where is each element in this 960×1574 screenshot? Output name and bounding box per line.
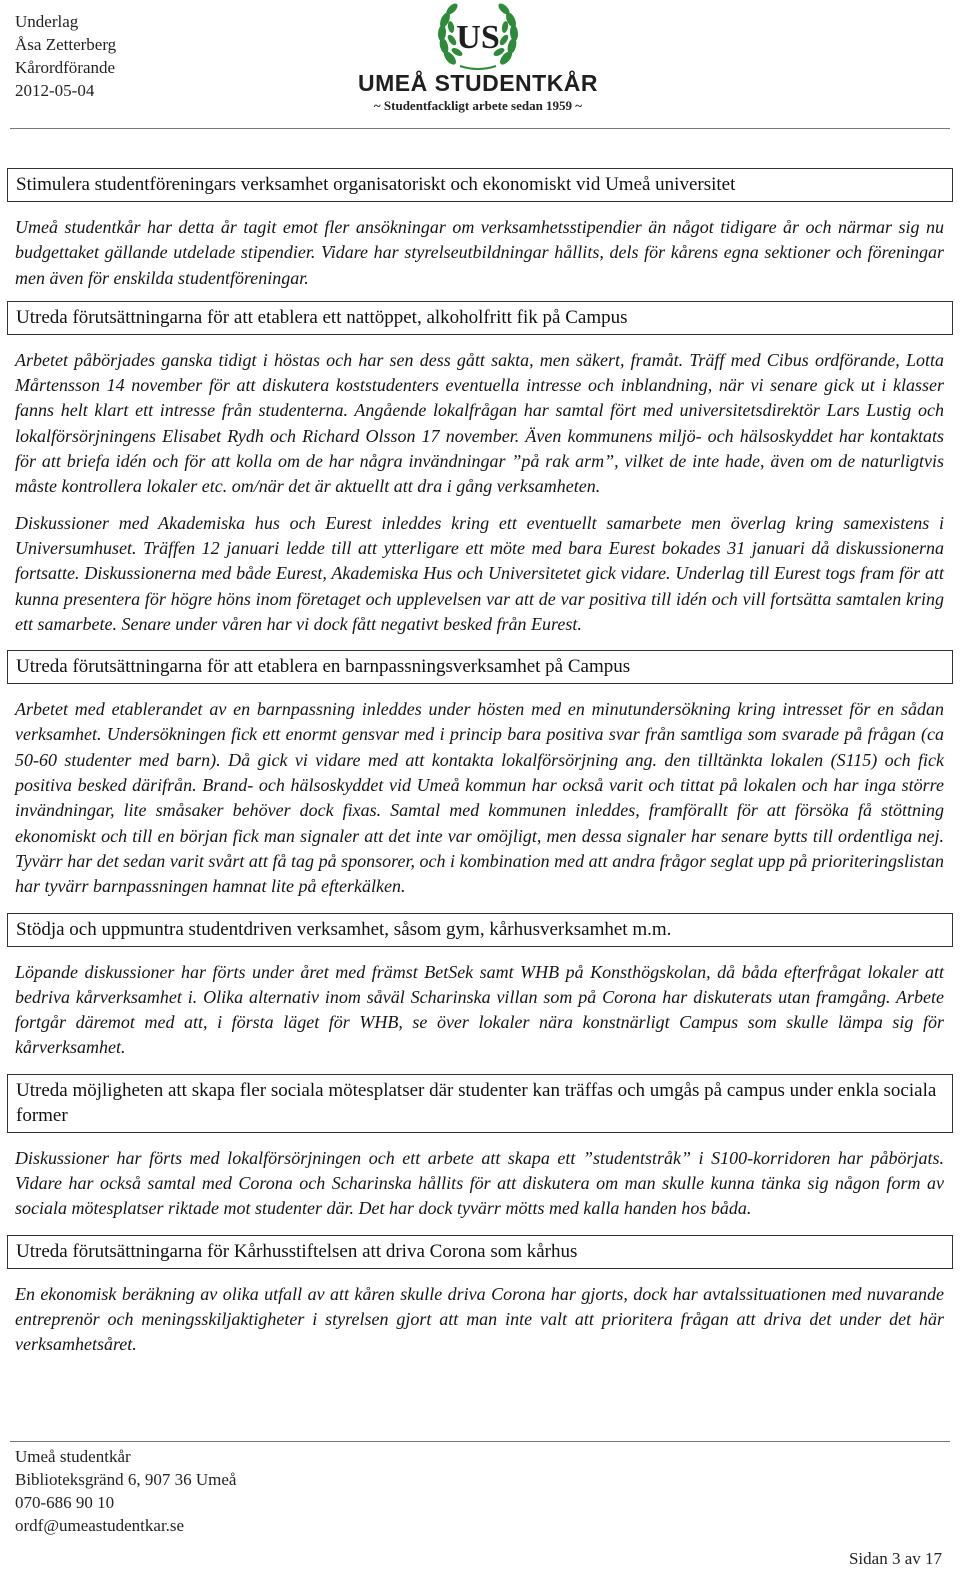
section-paragraph: Löpande diskussioner har förts under året med främst BetSek samt WHB på Konsthögskolan, då båda efterfrågat lokaler att bedriva kårverksamhet i. Olika alternativ inom såväl Scharinska villan som på Corona har diskuterats utan framgång. Arbete fortgår däremot med att, i första läget för WHB, se över lokaler nära konstnärligt Campus som skulle lämpa sig för kårverksamhet. bbox=[15, 961, 944, 1058]
section-paragraph: Umeå studentkår har detta år tagit emot fler ansökningar om verksamhetsstipendier än något tidigare år och närmar sig nu budgettaket gällande utdelade stipendier. Vidare har styrelseutbildningar hållits, dels för kårens egna sektioner och föreningar men även för enskilda studentföreningar. bbox=[15, 217, 944, 288]
footer-contact bbox=[15, 1445, 236, 1537]
section-heading: Stödja och uppmuntra studentdriven verksamhet, såsom gym, kårhusverksamhet m.m. bbox=[7, 913, 953, 947]
logo-title: UMEÅ STUDENTKÅR bbox=[357, 70, 599, 96]
section-heading: Stimulera studentföreningars verksamhet organisatoriskt och ekonomiskt vid Umeå universitet bbox=[7, 168, 953, 202]
footer-phone: 070-686 90 10 bbox=[15, 1493, 115, 1512]
section bbox=[7, 301, 953, 637]
document-meta bbox=[15, 10, 116, 102]
author-role: Kårordförande bbox=[15, 58, 116, 77]
section-paragraph: Arbetet med etablerandet av en barnpassning inleddes under hösten med en minutundersökning kring intresset för en sådan verksamhet. Undersökningen fick ett enormt gensvar med i princip bara positiva svar från samtliga som svarade på frågan (ca 50-60 studenter med barn). Då gick vi vidare med att kontakta lokalförsörjning ang. den tilltänkta lokalen (S115) och fick positiva besked därifrån. Brand- och hälsoskyddet vid Umeå kommun har också varit och tittat på lokalen och har inga större invändningar, lite småsaker behöver dock fixas. Samtal med kommunen inleddes, framförallt för att försöka få stöttning ekonomiskt och till en början fick man signaler att det inte var omöjligt, men dessa signaler har senare bytts till ordentliga nej. Tyvärr har det sedan varit svårt att få tag på sponsorer, och i kombination med att andra frågor seglat upp på prioriteringslistan har tyvärr barnpassningen hamnat lite på efterkälken. bbox=[15, 699, 944, 897]
footer-address: Biblioteksgränd 6, 907 36 Umeå bbox=[15, 1470, 237, 1489]
footer-divider bbox=[10, 1441, 950, 1442]
section bbox=[7, 913, 953, 1061]
section bbox=[7, 1074, 953, 1222]
section bbox=[7, 168, 953, 291]
section-heading: Utreda förutsättningarna för att etablera en barnpassningsverksamhet på Campus bbox=[7, 650, 953, 684]
section-heading: Utreda förutsättningarna för att etablera ett nattöppet, alkoholfritt fik på Campus bbox=[7, 301, 953, 335]
footer-org: Umeå studentkår bbox=[15, 1447, 131, 1466]
section-paragraph: Diskussioner har förts med lokalförsörjningen och ett arbete att skapa ett ”studentstråk” i S100-korridoren har påbörjats. Vidare har också samtal med Corona och Scharinska hållits för att diskutera om man skulle kunna tänka sig någon form av sociala mötesplatser riktade mot studenter där. Det har dock tyvärr mötts med kalla handen hos båda. bbox=[15, 1147, 944, 1219]
logo-monogram: US bbox=[456, 19, 500, 56]
section-paragraph: Diskussioner med Akademiska hus och Eurest inleddes kring ett eventuellt samarbete men överlag kring samexistens i Universumhuset. Träffen 12 januari ledde till att ytterligare ett möte med bara Eurest bokades 31 januari då diskussionerna fortsatte. Diskussionerna med både Eurest, Akademiska Hus och Universitetet gick vidare. Underlag till Eurest togs fram för att kunna presentera för högre höns inom företaget och upplevelsen var att de var positiva till idén och vill fortsätta samtalen kring ett samarbete. Senare under våren har vi dock fått negativt besked från Eurest. bbox=[15, 512, 944, 634]
section-heading: Utreda möjligheten att skapa fler sociala mötesplatser där studenter kan träffas och umgås på campus under enkla sociala former bbox=[7, 1074, 953, 1133]
header-divider bbox=[10, 128, 950, 129]
document-body bbox=[7, 168, 953, 1358]
section-paragraph: En ekonomisk beräkning av olika utfall av att kåren skulle driva Corona har gjorts, dock har avtalssituationen med nuvarande entreprenör och meningsskiljaktigheter i styrelsen gjort att man inte valt att prioritera frågan att driva det under det här verksamhetsåret. bbox=[15, 1283, 944, 1355]
section bbox=[7, 1235, 953, 1358]
section-heading: Utreda förutsättningarna för Kårhusstiftelsen att driva Corona som kårhus bbox=[7, 1235, 953, 1269]
footer-email: ordf@umeastudentkar.se bbox=[15, 1516, 185, 1535]
author-name: Åsa Zetterberg bbox=[15, 35, 117, 54]
page-number: Sidan 3 av 17 bbox=[848, 1549, 942, 1568]
document-date: 2012-05-04 bbox=[15, 81, 95, 100]
umea-studentkar-logo bbox=[348, 0, 608, 122]
doc-type: Underlag bbox=[15, 12, 79, 31]
section bbox=[7, 650, 953, 899]
logo-subtitle: ~ Studentfackligt arbete sedan 1959 ~ bbox=[373, 98, 583, 113]
laurel-wreath-icon bbox=[430, 0, 526, 72]
section-paragraph: Arbetet påbörjades ganska tidigt i höstas och har sen dess gått sakta, men säkert, framåt. Träff med Cibus ordförande, Lotta Mårtensson 14 november för att diskutera koststudenters eventuella intresse och inblandning, när vi senare gick ut i klasser fanns helt klart ett intresse från studenterna. Angående lokalfrågan har samtal fört med universitetsdirektör Lars Lustig och lokalförsörjningens Elisabet Rydh och Richard Olsson 17 november. Även kommunens miljö- och hälsoskyddet har kontaktats för att briefa idén och för att kolla om de har några invändningar ”på rak arm”, vilket de inte hade, även om de naturligtvis måste kontrollera lokaler etc. om/när det är aktuellt att dra i gång verksamheten. bbox=[15, 349, 944, 497]
